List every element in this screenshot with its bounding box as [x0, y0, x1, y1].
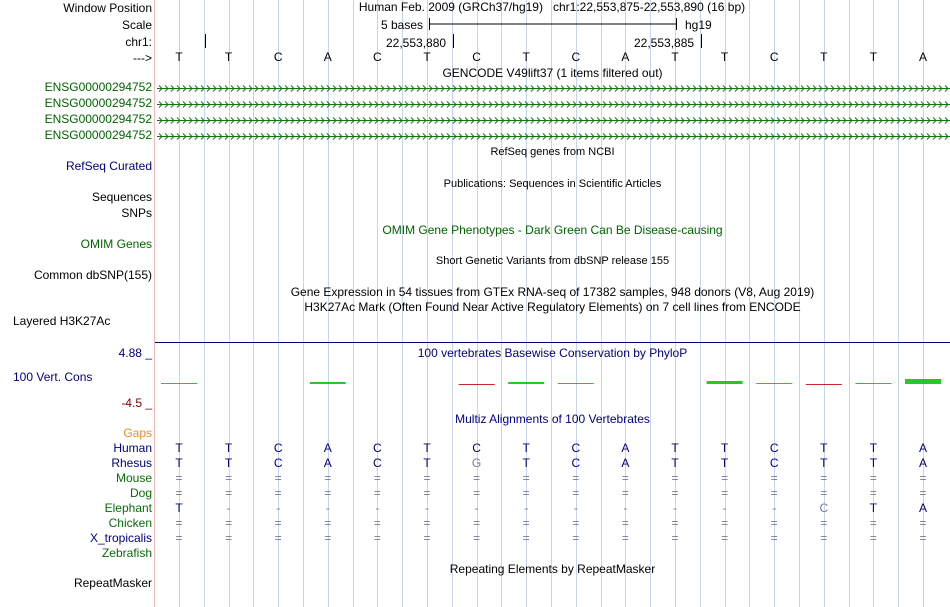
label-h3k27ac[interactable]: Layered H3K27Ac — [13, 314, 111, 328]
alignment-base: = — [423, 531, 431, 545]
alignment-base: = — [274, 516, 282, 530]
alignment-base: C — [373, 441, 382, 455]
alignment-base: G — [471, 456, 482, 470]
alignment-base: = — [572, 516, 580, 530]
alignment-base: T — [224, 456, 233, 470]
coord-2: 22,553,885 — [634, 36, 695, 50]
alignment-base: = — [423, 471, 431, 485]
alignment-base: = — [671, 531, 679, 545]
gencode-label-1[interactable]: ENSG00000294752 — [44, 80, 152, 94]
label-strand: ---> — [133, 51, 152, 65]
reference-base: T — [224, 50, 233, 64]
alignment-base: = — [919, 486, 927, 500]
reference-base: C — [769, 50, 779, 64]
alignment-base: = — [919, 516, 927, 530]
alignment-base: = — [522, 486, 530, 500]
alignment-base: T — [671, 456, 679, 470]
alignment-base: C — [571, 441, 581, 455]
scale-text: 5 bases — [380, 18, 424, 32]
alignment-base: - — [276, 501, 281, 515]
gtex-title[interactable]: Gene Expression in 54 tissues from GTEx RNA-seq of 17382 samples, 948 donors (V8, Aug 2019) — [290, 285, 815, 299]
label-scale: Scale — [121, 18, 152, 32]
phylop-bar — [459, 384, 495, 385]
phylop-bar — [310, 382, 346, 384]
label-sequences[interactable]: Sequences — [91, 190, 152, 204]
alignment-base: = — [721, 486, 729, 500]
alignment-base: T — [820, 441, 828, 455]
alignment-base: A — [621, 456, 630, 470]
alignment-base: - — [623, 501, 628, 515]
alignment-base: = — [522, 516, 530, 530]
alignment-base: = — [869, 486, 877, 500]
gencode-label-3[interactable]: ENSG00000294752 — [44, 112, 152, 126]
alignment-base: = — [820, 516, 828, 530]
phylop-bar — [508, 382, 544, 384]
alignment-base: A — [621, 441, 630, 455]
alignment-base: A — [918, 441, 927, 455]
phylop-bar — [558, 383, 594, 384]
species-chicken: Chicken — [108, 516, 152, 530]
alignment-base: - — [425, 501, 429, 515]
alignment-base: C — [769, 441, 779, 455]
alignment-base: = — [770, 471, 778, 485]
reference-base: C — [373, 50, 382, 64]
alignment-base: = — [869, 516, 877, 530]
label-window-position: Window Position — [63, 1, 152, 15]
alignment-base: = — [423, 486, 431, 500]
alignment-base: T — [869, 441, 878, 455]
gencode-label-2[interactable]: ENSG00000294752 — [44, 96, 152, 110]
alignment-base: = — [324, 486, 332, 500]
reference-base: T — [720, 50, 729, 64]
alignment-base: C — [819, 501, 829, 515]
alignment-base: = — [373, 516, 381, 530]
alignment-base: - — [673, 501, 677, 515]
alignment-base: T — [175, 501, 183, 515]
reference-base: A — [621, 50, 630, 64]
alignment-base: = — [919, 531, 927, 545]
assembly-name: Human Feb. 2009 (GRCh37/hg19) — [358, 0, 543, 14]
alignment-base: = — [919, 471, 927, 485]
alignment-base: = — [721, 516, 729, 530]
reference-base: A — [918, 50, 927, 64]
alignment-base: = — [373, 471, 381, 485]
alignment-base: C — [472, 441, 481, 455]
publications-title[interactable]: Publications: Sequences in Scientific Articles — [443, 178, 662, 190]
species-mouse: Mouse — [115, 471, 152, 485]
alignment-base: C — [373, 456, 382, 470]
alignment-base: = — [473, 486, 481, 500]
alignment-base: = — [274, 471, 282, 485]
species-human: Human — [113, 441, 152, 455]
alignment-base: T — [720, 456, 729, 470]
alignment-base: = — [373, 531, 381, 545]
alignment-base: - — [474, 501, 479, 515]
alignment-base: = — [820, 531, 828, 545]
alignment-base: = — [770, 486, 778, 500]
alignment-base: = — [175, 486, 183, 500]
alignment-base: = — [473, 471, 481, 485]
alignment-base: = — [621, 531, 629, 545]
phylop-title[interactable]: 100 vertebrates Basewise Conservation by PhyloP — [417, 346, 688, 360]
coord-1: 22,553,880 — [386, 36, 447, 50]
alignment-base: A — [323, 456, 332, 470]
species-zebrafish: Zebrafish — [101, 546, 152, 560]
reference-base: T — [820, 50, 828, 64]
alignment-base: T — [522, 456, 530, 470]
species-x-tropicalis: X_tropicalis — [89, 531, 152, 545]
alignment-base: - — [722, 501, 727, 515]
alignment-base: = — [621, 516, 629, 530]
gencode-label-4[interactable]: ENSG00000294752 — [44, 128, 152, 142]
label-snps[interactable]: SNPs — [121, 206, 152, 220]
species-elephant: Elephant — [104, 501, 152, 515]
multiz-title[interactable]: Multiz Alignments of 100 Vertebrates — [455, 412, 650, 426]
alignment-base: T — [423, 441, 431, 455]
reference-base: T — [671, 50, 679, 64]
label-cons[interactable]: 100 Vert. Cons — [13, 370, 93, 384]
track-image[interactable] — [155, 0, 950, 607]
species-dog: Dog — [129, 486, 152, 500]
reference-base: T — [869, 50, 878, 64]
phylop-bar — [756, 383, 792, 384]
alignment-base: = — [473, 516, 481, 530]
label-repeatmasker[interactable]: RepeatMasker — [73, 576, 152, 590]
omim-title[interactable]: OMIM Gene Phenotypes - Dark Green Can Be Disease-causing — [382, 223, 723, 237]
label-refseq[interactable]: RefSeq Curated — [65, 159, 152, 173]
alignment-base: - — [573, 501, 578, 515]
cons-min-label: -4.5 _ — [121, 396, 152, 410]
alignment-base: A — [918, 456, 927, 470]
alignment-base: T — [820, 456, 828, 470]
alignment-base: A — [323, 441, 332, 455]
alignment-base: = — [869, 471, 877, 485]
alignment-base: T — [175, 441, 183, 455]
alignment-base: T — [671, 441, 679, 455]
alignment-base: T — [224, 441, 233, 455]
alignment-base: = — [572, 531, 580, 545]
alignment-base: = — [671, 471, 679, 485]
label-dbsnp[interactable]: Common dbSNP(155) — [33, 268, 152, 282]
alignment-base: = — [175, 531, 183, 545]
label-omim[interactable]: OMIM Genes — [80, 237, 152, 251]
species-rhesus: Rhesus — [111, 456, 152, 470]
label-chrom: chr1: — [125, 35, 152, 49]
reference-base: T — [175, 50, 183, 64]
alignment-base: T — [869, 501, 878, 515]
alignment-base: = — [721, 531, 729, 545]
alignment-base: = — [274, 531, 282, 545]
phylop-bar — [707, 381, 743, 384]
alignment-base: = — [522, 531, 530, 545]
h3k27ac-title[interactable]: H3K27Ac Mark (Often Found Near Active Regulatory Elements) on 7 cell lines from ENCODE — [304, 300, 801, 314]
reference-base: T — [522, 50, 530, 64]
alignment-base: = — [770, 531, 778, 545]
alignment-base: - — [325, 501, 330, 515]
label-gaps: Gaps — [123, 426, 152, 440]
alignment-base: C — [273, 441, 283, 455]
alignment-base: C — [273, 456, 283, 470]
alignment-base: = — [473, 531, 481, 545]
alignment-base: C — [571, 456, 581, 470]
alignment-base: = — [373, 486, 381, 500]
alignment-base: = — [423, 516, 431, 530]
alignment-base: T — [175, 456, 183, 470]
repeatmasker-title[interactable]: Repeating Elements by RepeatMasker — [449, 562, 656, 576]
reference-base: T — [423, 50, 431, 64]
alignment-base: T — [720, 441, 729, 455]
alignment-base: = — [721, 471, 729, 485]
alignment-base: - — [524, 501, 529, 515]
phylop-bar — [905, 379, 941, 384]
alignment-base: = — [324, 531, 332, 545]
alignment-base: = — [522, 471, 530, 485]
alignment-base: = — [820, 471, 828, 485]
alignment-base: - — [226, 501, 231, 515]
alignment-base: T — [522, 441, 530, 455]
alignment-base: A — [918, 501, 927, 515]
alignment-base: = — [324, 471, 332, 485]
alignment-base: = — [274, 486, 282, 500]
alignment-base: = — [671, 516, 679, 530]
reference-base: C — [571, 50, 581, 64]
alignment-base: = — [225, 516, 233, 530]
alignment-base: = — [621, 471, 629, 485]
track-labels — [0, 0, 154, 607]
alignment-base: - — [772, 501, 777, 515]
alignment-base: = — [572, 471, 580, 485]
phylop-bar — [806, 384, 842, 385]
reference-base: C — [472, 50, 481, 64]
alignment-base: = — [225, 531, 233, 545]
alignment-base: C — [769, 456, 779, 470]
alignment-base: = — [175, 516, 183, 530]
alignment-base: = — [324, 516, 332, 530]
alignment-base: = — [820, 486, 828, 500]
alignment-base: = — [770, 516, 778, 530]
gencode-title[interactable]: GENCODE V49lift37 (1 items filtered out) — [442, 66, 663, 80]
alignment-base: = — [175, 471, 183, 485]
reference-base: A — [323, 50, 332, 64]
refseq-title[interactable]: RefSeq genes from NCBI — [490, 146, 615, 158]
phylop-bar — [855, 383, 891, 384]
alignment-base: = — [225, 486, 233, 500]
position-range: chr1:22,553,875-22,553,890 (16 bp) — [552, 0, 746, 14]
alignment-base: = — [225, 471, 233, 485]
alignment-base: = — [621, 486, 629, 500]
reference-base: C — [273, 50, 283, 64]
alignment-base: T — [423, 456, 431, 470]
alignment-base: T — [869, 456, 878, 470]
alignment-base: = — [869, 531, 877, 545]
alignment-base: = — [572, 486, 580, 500]
alignment-base: - — [375, 501, 380, 515]
alignment-base: = — [671, 486, 679, 500]
scale-db: hg19 — [685, 18, 712, 32]
phylop-bar — [161, 383, 197, 384]
dbsnp-title[interactable]: Short Genetic Variants from dbSNP release 155 — [435, 255, 670, 267]
cons-max-label: 4.88 _ — [118, 346, 152, 360]
